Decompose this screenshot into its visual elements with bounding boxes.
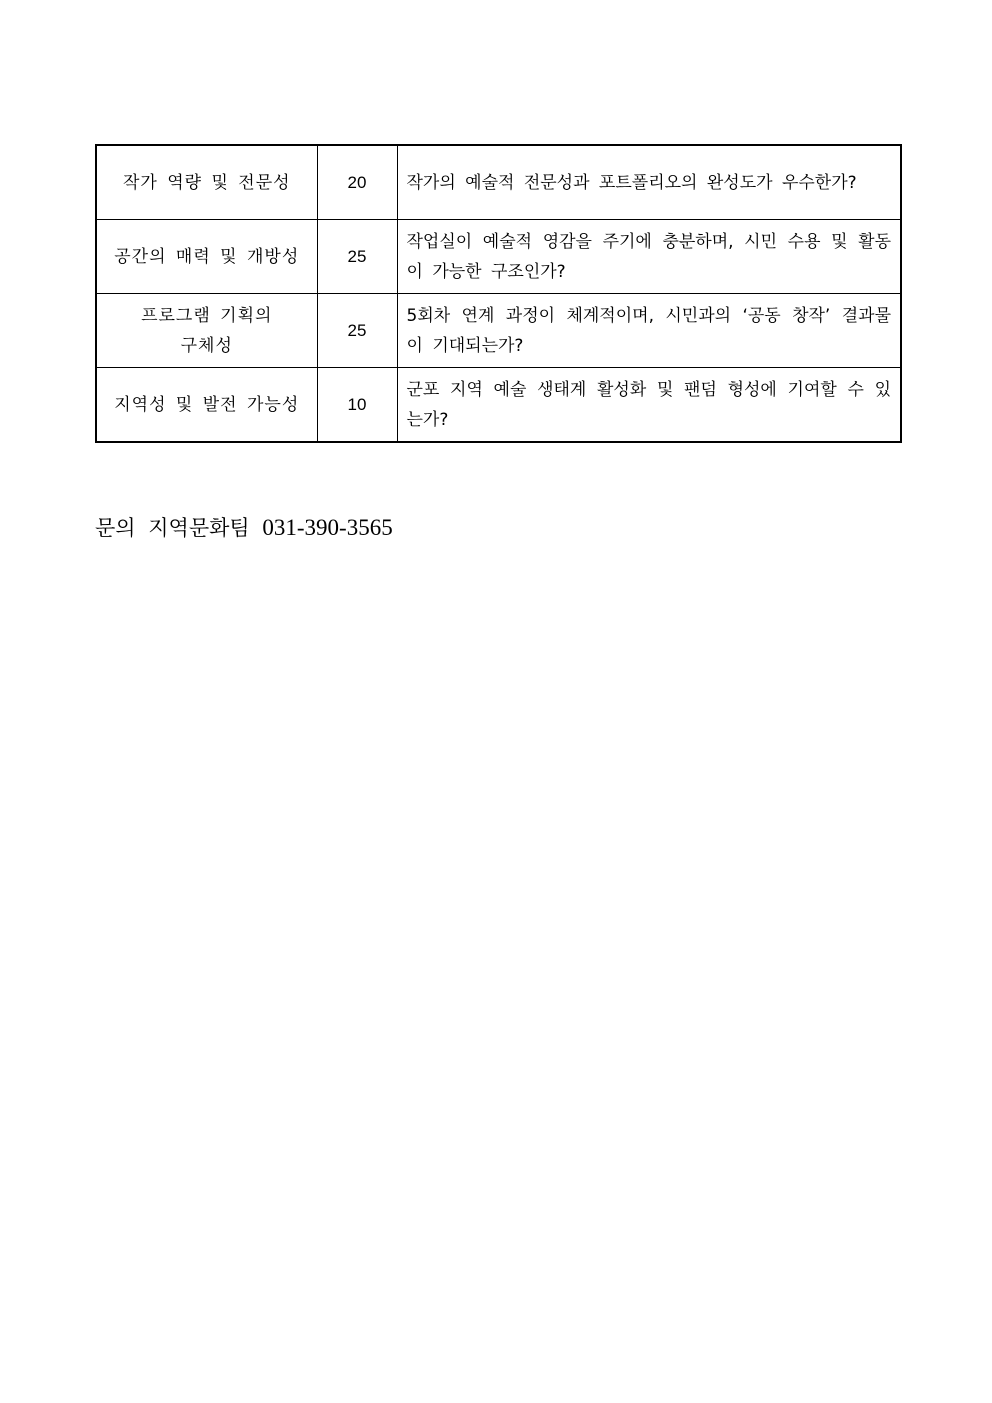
table-row (96, 220, 901, 294)
criteria-description: 작가의 예술적 전문성과 포트폴리오의 완성도가 우수한가? (397, 145, 901, 220)
criteria-description: 군포 지역 예술 생태계 활성화 및 팬덤 형성에 기여할 수 있는가? (397, 368, 901, 443)
criteria-item-line: 프로그램 기획의 (141, 305, 273, 326)
criteria-score: 10 (317, 368, 397, 443)
criteria-item (96, 294, 317, 368)
criteria-score: 25 (317, 294, 397, 368)
criteria-score: 25 (317, 220, 397, 294)
criteria-item: 작가 역량 및 전문성 (96, 145, 317, 220)
contact-info (95, 512, 393, 542)
criteria-item: 지역성 및 발전 가능성 (96, 368, 317, 443)
criteria-description: 5회차 연계 과정이 체계적이며, 시민과의 ‘공동 창작’ 결과물이 기대되는가? (397, 294, 901, 368)
contact-phone: 031-390-3565 (262, 515, 393, 540)
criteria-item-line: 구체성 (180, 335, 233, 356)
criteria-score: 20 (317, 145, 397, 220)
evaluation-criteria-table (95, 144, 902, 443)
table-row (96, 294, 901, 368)
criteria-description: 작업실이 예술적 영감을 주기에 충분하며, 시민 수용 및 활동이 가능한 구조인가? (397, 220, 901, 294)
table-row (96, 368, 901, 443)
contact-label: 문의 (95, 516, 136, 540)
table-row (96, 145, 901, 220)
contact-team: 지역문화팀 (148, 516, 250, 540)
criteria-item: 공간의 매력 및 개방성 (96, 220, 317, 294)
